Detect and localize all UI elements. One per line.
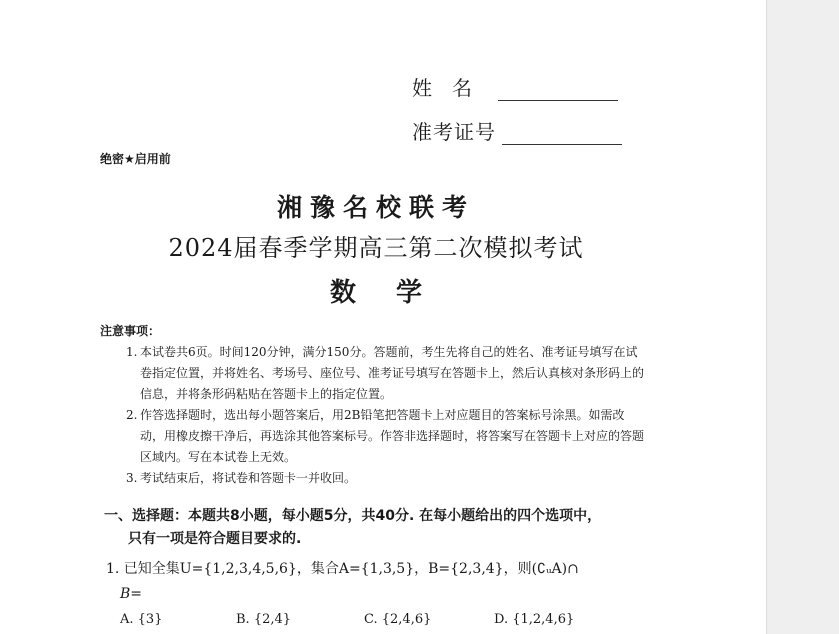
note-text: 本试卷共6页。时间120分钟，满分150分。答题前，考生先将自己的姓名、准考证号填写在试卷指定位置，并将姓名、考场号、座位号、准考证号填写在答题卡上，然后认真核对条形码上的信息，并将条形码粘贴在答题卡上的指定位置。: [140, 345, 645, 401]
option-c: C. {2,4,6}: [364, 612, 432, 627]
name-blank-line: [498, 82, 618, 101]
question-1-stem-cont: B=: [120, 586, 143, 602]
question-1-stem: 1. 已知全集U={1,2,3,4,5,6}，集合A={1,3,5}，B={2,3,4}，则(∁ᵤA)∩: [106, 561, 579, 577]
note-number: 1.: [126, 345, 138, 359]
exam-id-field: [412, 116, 622, 145]
exam-subtitle: 2024届春季学期高三第二次模拟考试: [168, 234, 584, 262]
note-item: [126, 405, 646, 468]
exam-paper: [96, 58, 656, 634]
note-text: 作答选择题时，选出每小题答案后，用2B铅笔把答题卡上对应题目的答案标号涂黑。如需改动，用橡皮擦干净后，再选涂其他答案标号。作答非选择题时，将答案写在答题卡上对应的答题区域内。写在本试卷上无效。: [140, 408, 645, 464]
note-item: [126, 342, 646, 405]
option-a: A. {3}: [120, 612, 163, 627]
viewer-gutter: [766, 0, 839, 634]
name-label: 姓名: [412, 76, 492, 100]
exam-id-label: 准考证号: [412, 120, 496, 144]
section-heading-cont: 只有一项是符合题目要求的.: [128, 531, 302, 547]
exam-id-blank-line: [502, 126, 622, 145]
note-text: 考试结束后，将试卷和答题卡一并收回。: [140, 471, 357, 485]
subject-title: 数学: [329, 278, 462, 308]
notes-list: [126, 342, 646, 489]
note-number: 3.: [126, 471, 138, 485]
note-number: 2.: [126, 408, 138, 422]
confidential-mark: 绝密★启用前: [100, 152, 171, 166]
section-heading: 一、选择题：本题共8小题，每小题5分，共40分. 在每小题给出的四个选项中，: [104, 508, 602, 524]
name-field: [412, 72, 618, 101]
note-item: [126, 468, 646, 489]
notes-heading: 注意事项：: [100, 324, 161, 338]
exam-title: 湘豫名校联考: [276, 193, 475, 222]
option-b: B. {2,4}: [236, 612, 292, 627]
option-d: D. {1,2,4,6}: [494, 612, 575, 627]
